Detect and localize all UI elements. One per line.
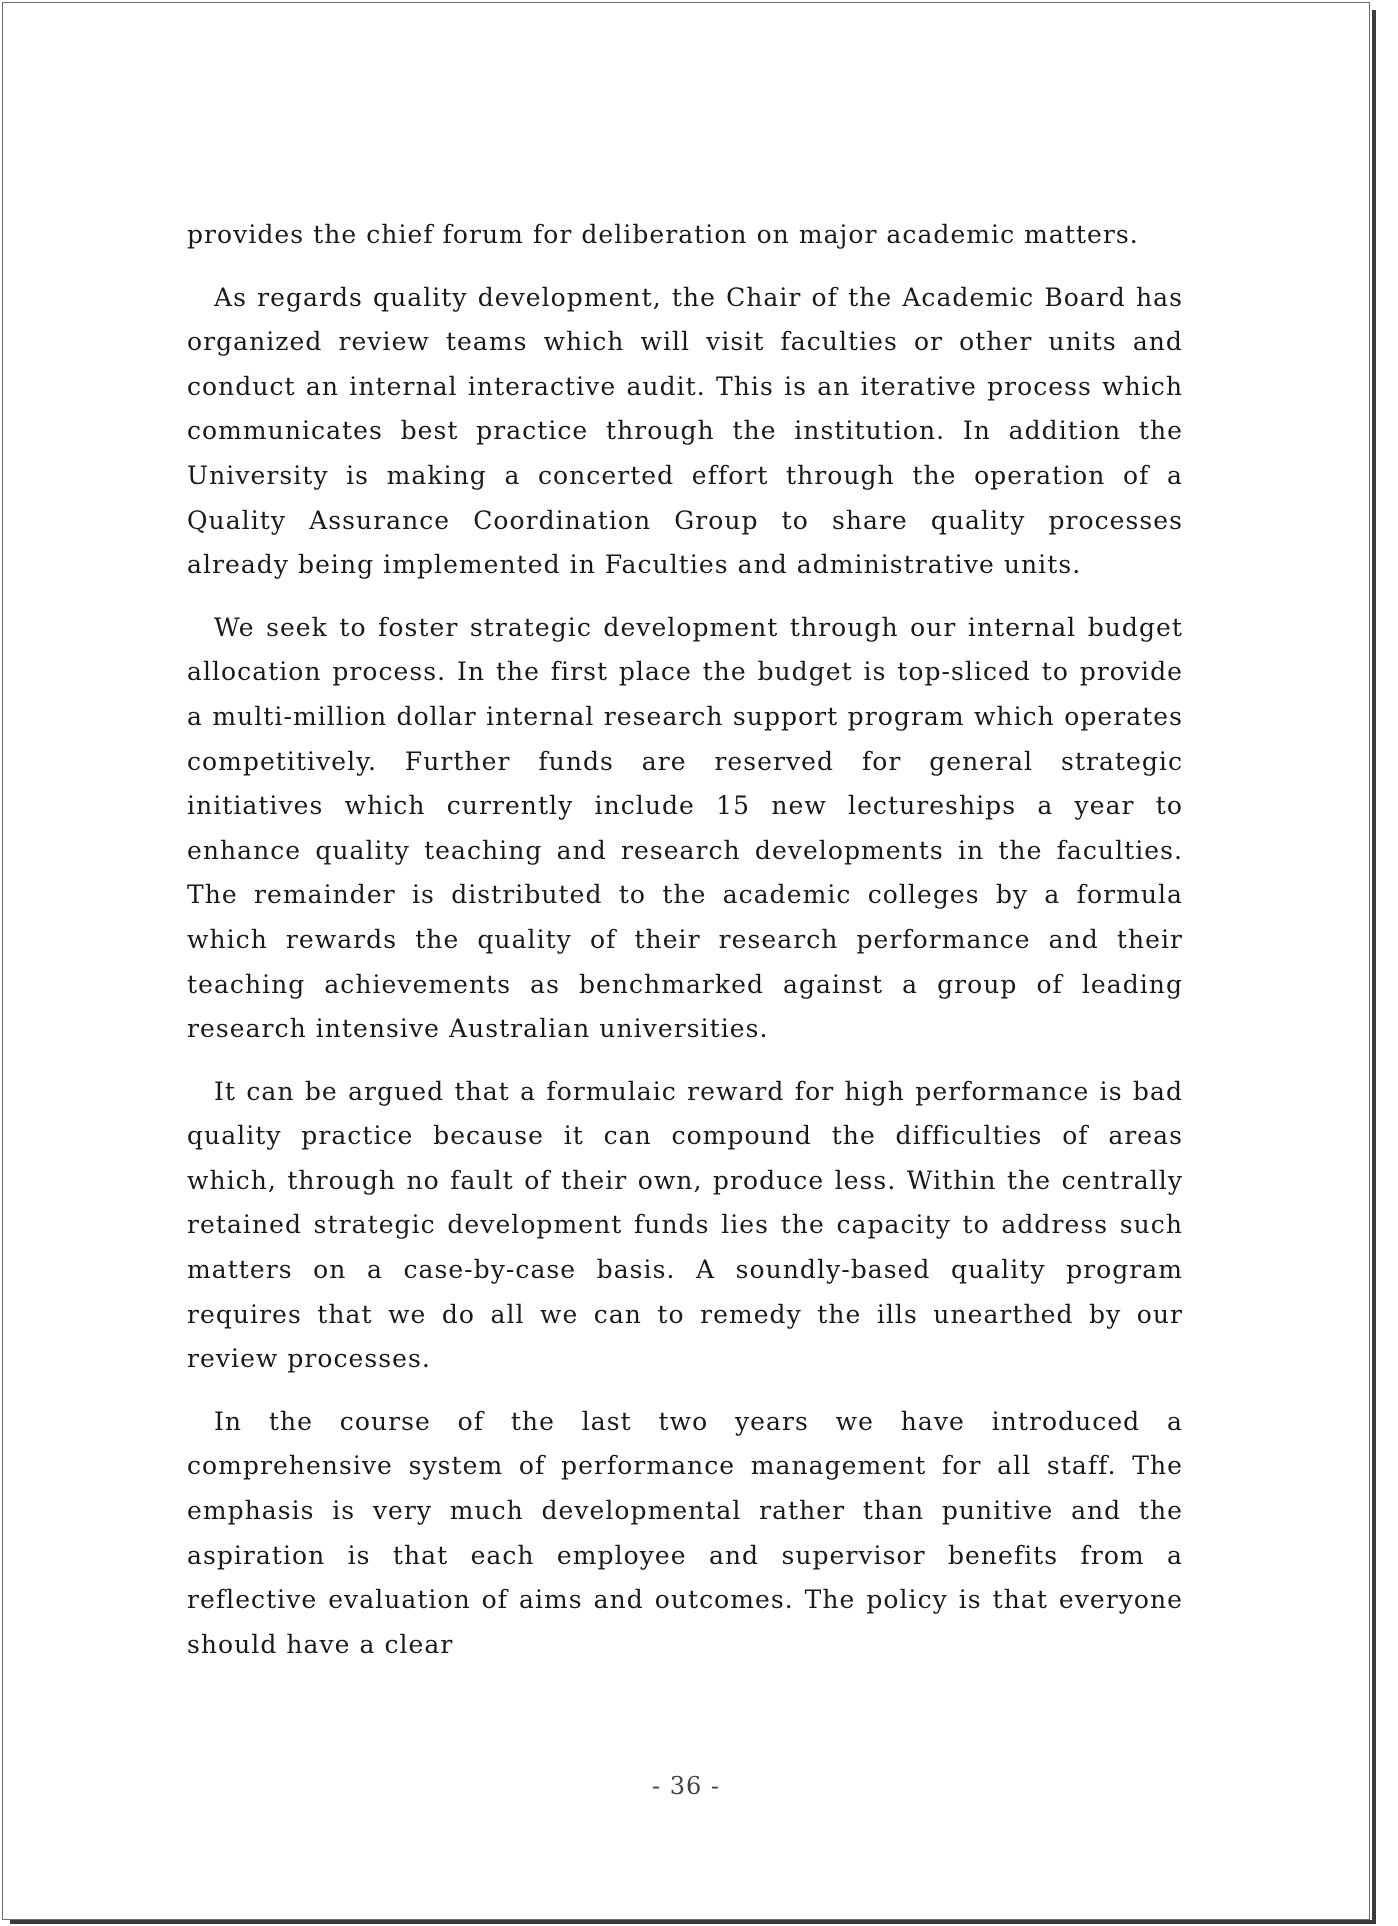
paragraph-1: provides the chief forum for deliberation on major academic matters.: [187, 220, 1139, 249]
paragraph-4: It can be argued that a formulaic reward for high performance is bad quality practice because it can compound the difficulties of areas which, through no fault of their own, produce less. Within the centrally retained strategic development funds lies the capacity to address such matters on a case-by-case basis. A soundly-based quality program requires that we do all we can to remedy the ills unearthed by our review processes.: [187, 1076, 1183, 1374]
page-number: - 36 -: [651, 1772, 720, 1800]
paragraph-2: As regards quality development, the Chair of the Academic Board has organized review teams which will visit faculties or other units and conduct an internal interactive audit. This is an iterative process which communicates best practice through the institution. In addition the University is making a concerted effort through the operation of a Quality Assurance Coordination Group to share quality processes already being implemented in Faculties and administrative units.: [187, 282, 1183, 580]
paragraph-5: In the course of the last two years we have introduced a comprehensive system of performance management for all staff. The emphasis is very much developmental rather than punitive and the aspiration is that each employee and supervisor benefits from a reflective evaluation of aims and outcomes. The policy is that everyone should have a clear: [187, 1406, 1183, 1659]
page-shadow-bottom: [10, 1920, 1376, 1924]
page-shadow-right: [1372, 10, 1376, 1924]
body-text: [187, 213, 1183, 1685]
paragraph-3: We seek to foster strategic development through our internal budget allocation process. In the first place the budget is top-sliced to provide a multi-million dollar internal research support program which operates competitively. Further funds are reserved for general strategic initiatives which currently include 15 new lectureships a year to enhance quality teaching and research developments in the faculties. The remainder is distributed to the academic colleges by a formula which rewards the quality of their research performance and their teaching achievements as benchmarked against a group of leading research intensive Australian universities.: [187, 612, 1183, 1044]
